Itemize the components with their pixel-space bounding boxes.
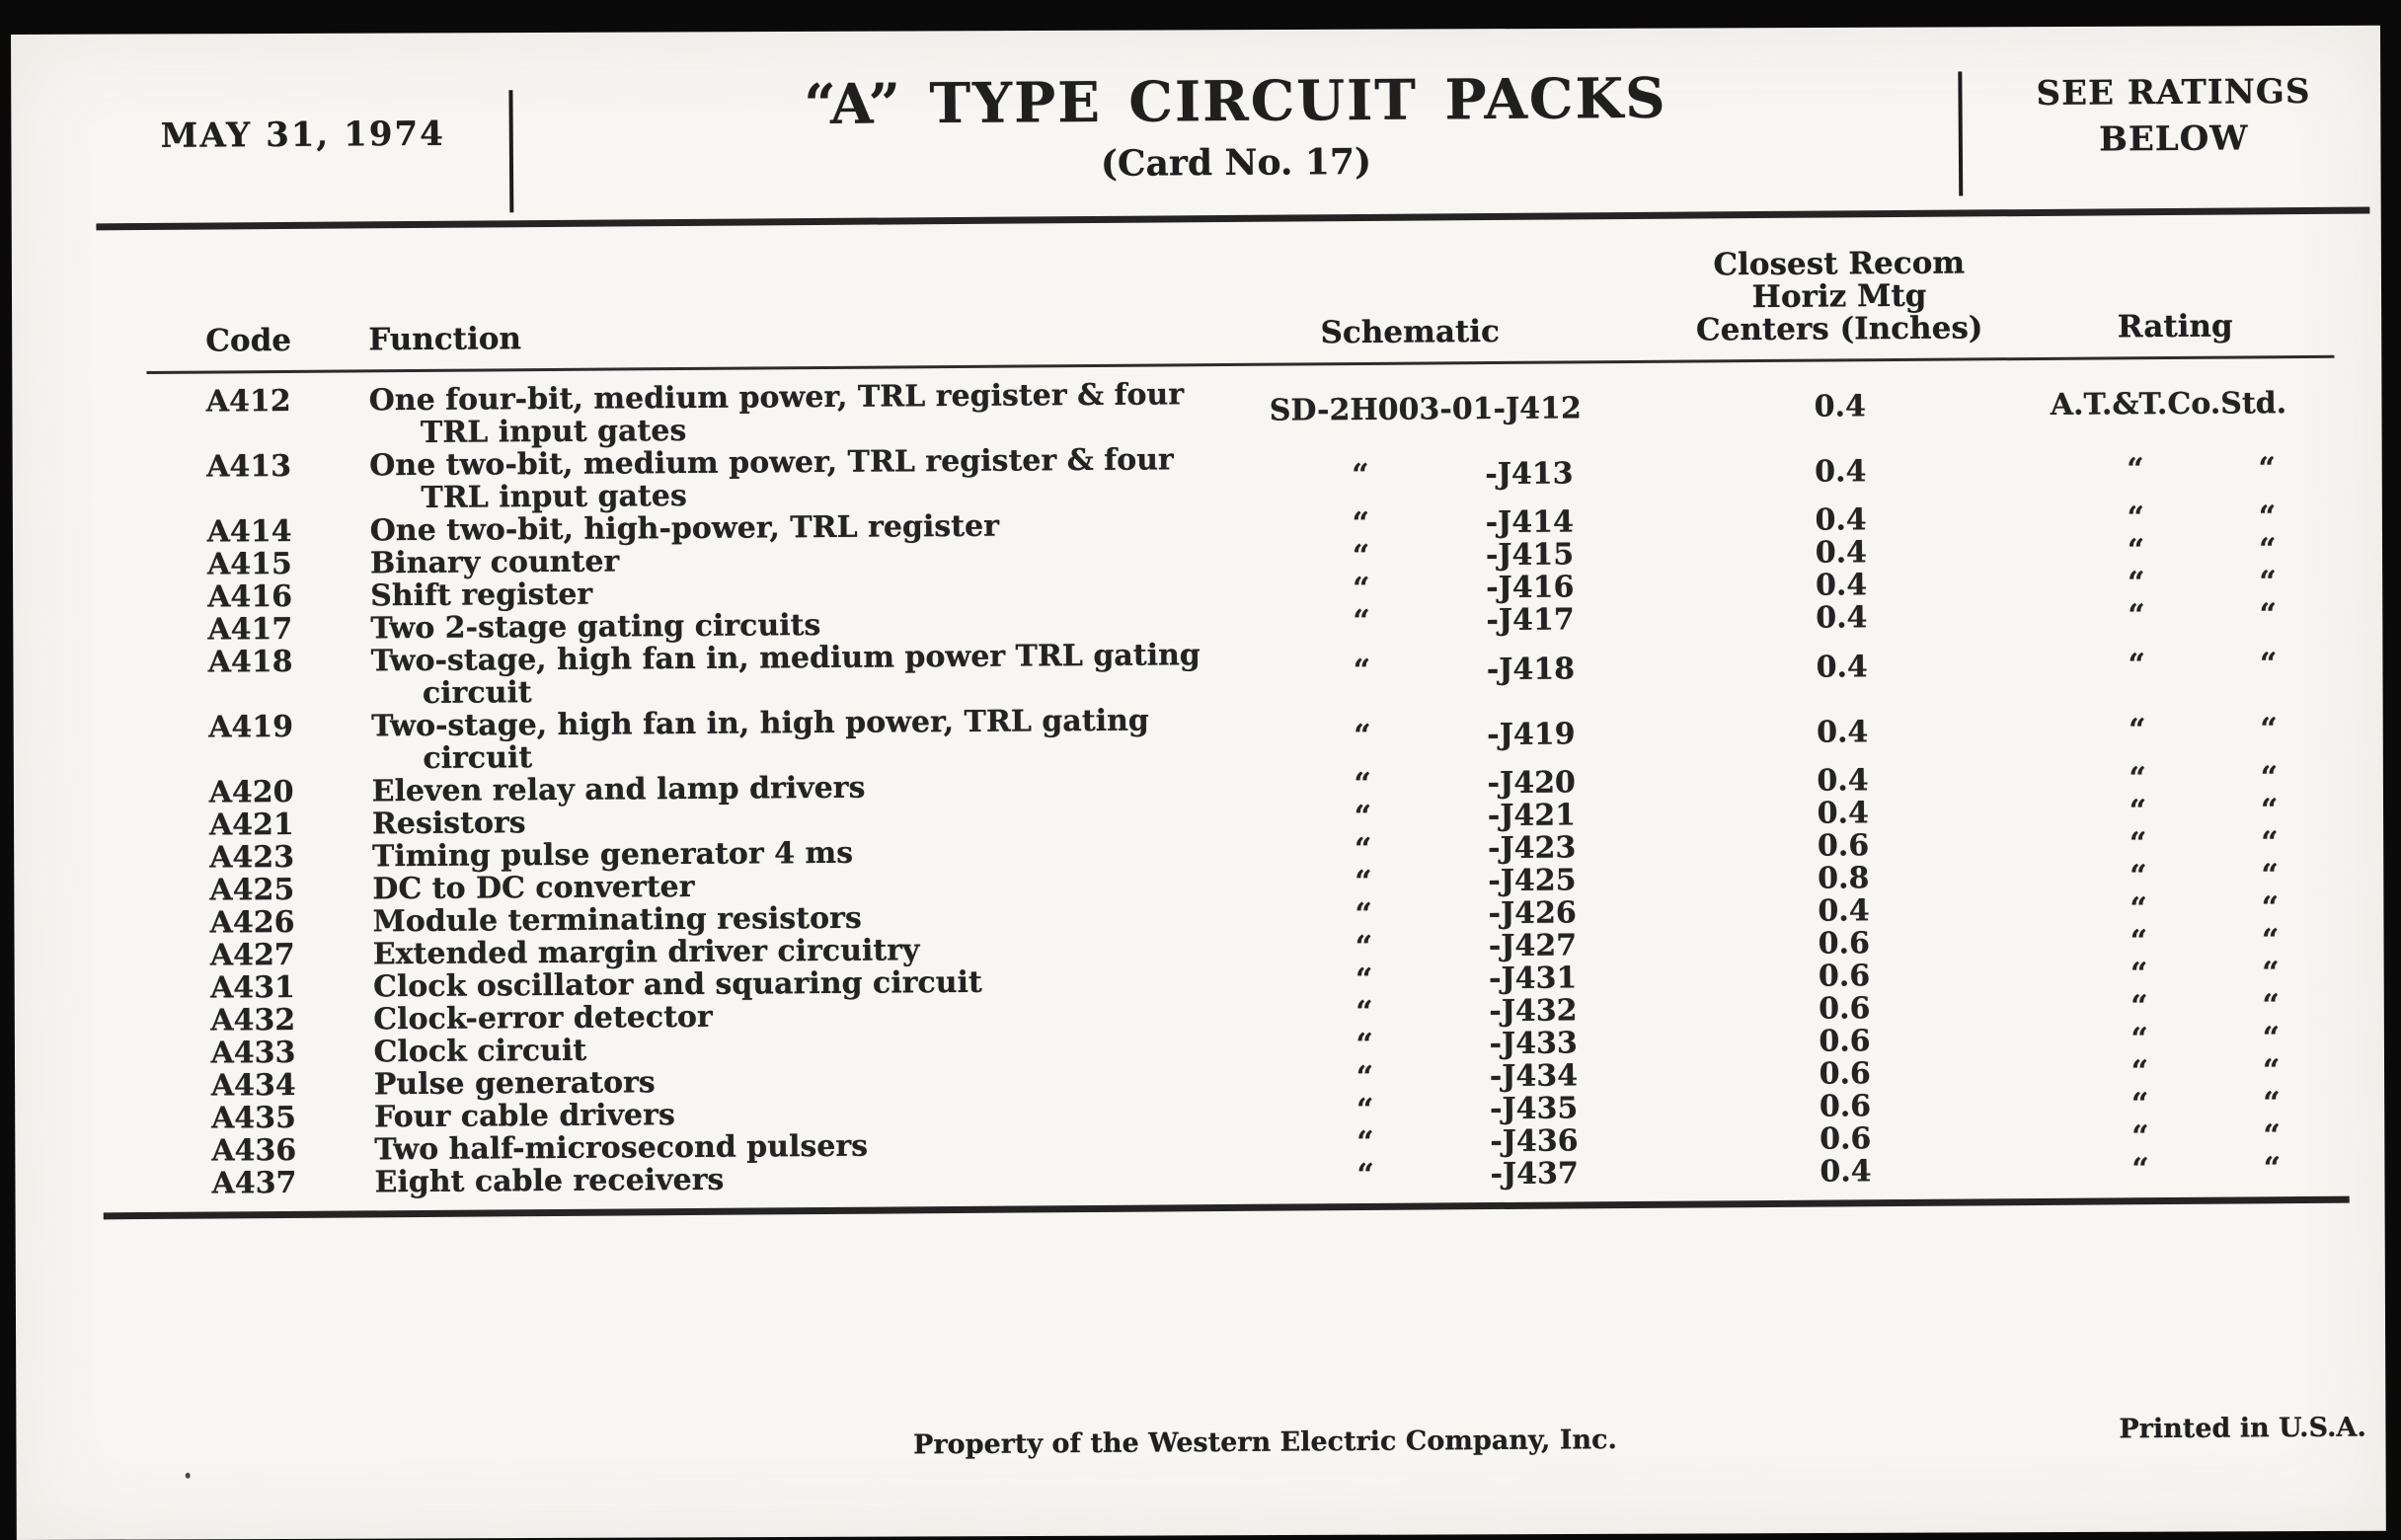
centers-cell: 0.6 xyxy=(1819,1056,1871,1092)
centers-cell: 0.4 xyxy=(1815,568,1868,603)
schematic-suffix: -J425 xyxy=(1488,863,1577,899)
code-cell: A431 xyxy=(209,969,296,1006)
function-cell: Four cable drivers xyxy=(373,1098,675,1135)
rating-cell xyxy=(2031,891,2337,926)
ditto-mark: “ xyxy=(2258,500,2277,535)
ditto-mark: “ xyxy=(2130,859,2147,894)
parts-table xyxy=(149,370,2340,1200)
schematic-cell xyxy=(1257,962,1657,997)
function-cell: Resistors xyxy=(371,806,526,842)
ditto-mark: “ xyxy=(2260,760,2279,796)
rating-cell xyxy=(2032,1022,2338,1056)
schematic-cell xyxy=(1253,440,1653,508)
ditto-mark: “ xyxy=(2260,793,2279,828)
ditto-mark: “ xyxy=(2127,533,2145,569)
schematic-cell xyxy=(1257,929,1657,964)
schematic-cell xyxy=(1254,505,1654,541)
column-headers xyxy=(13,219,2383,375)
table-bottom-rule xyxy=(104,1196,2350,1220)
ditto-mark: “ xyxy=(1355,896,1372,933)
ditto-mark: “ xyxy=(1355,929,1373,965)
ditto-mark: “ xyxy=(2127,500,2145,536)
schematic-cell xyxy=(1256,896,1656,932)
ditto-mark: “ xyxy=(2129,712,2146,747)
rating-cell xyxy=(2033,1119,2339,1154)
function-cell: Two 2-stage gating circuits xyxy=(370,608,821,647)
rating-value: A.T.&T.Co.Std. xyxy=(2050,385,2287,423)
ditto-mark: “ xyxy=(1354,799,1372,835)
rating-cell xyxy=(2030,696,2336,763)
rating-cell xyxy=(2029,598,2335,633)
schematic-cell xyxy=(1256,864,1656,899)
title-block xyxy=(761,67,1710,189)
code-cell: A435 xyxy=(210,1100,297,1136)
schematic-cell xyxy=(1258,1092,1658,1127)
schematic-cell xyxy=(1257,994,1657,1030)
ditto-mark: “ xyxy=(2262,1053,2281,1089)
date-stamp: MAY 31, 1974 xyxy=(160,114,445,156)
function-wrapped-line: TRL input gates xyxy=(420,413,687,450)
rating-cell xyxy=(2029,500,2335,535)
ditto-mark: “ xyxy=(2261,890,2280,926)
ditto-mark: “ xyxy=(1354,718,1371,753)
code-cell: A421 xyxy=(208,807,294,843)
schematic-suffix: -J417 xyxy=(1486,602,1575,639)
ditto-mark: “ xyxy=(2263,1086,2281,1121)
schematic-suffix: -J415 xyxy=(1485,537,1575,574)
rating-cell xyxy=(2033,1152,2339,1187)
rating-cell xyxy=(2031,794,2337,828)
ditto-mark: “ xyxy=(1355,1092,1374,1128)
page-subtitle: (Card No. 17) xyxy=(1100,140,1372,185)
code-cell: A437 xyxy=(211,1165,297,1201)
code-cell: A425 xyxy=(209,872,295,908)
ditto-mark: “ xyxy=(2261,923,2280,959)
ditto-mark: “ xyxy=(2260,711,2278,746)
function-cell: Two half-microsecond pulsers xyxy=(374,1128,869,1168)
ditto-mark: “ xyxy=(1352,505,1370,542)
rating-cell xyxy=(2032,957,2338,991)
schematic-cell xyxy=(1256,799,1656,834)
schematic-suffix: -J432 xyxy=(1489,993,1578,1030)
schematic-cell xyxy=(1255,636,1655,704)
code-cell: A417 xyxy=(207,611,293,648)
rating-cell xyxy=(2033,1054,2339,1089)
column-header-rating: Rating xyxy=(2117,308,2233,346)
ditto-mark: “ xyxy=(1355,864,1372,900)
ditto-mark: “ xyxy=(1355,1059,1374,1096)
centers-cell: 0.6 xyxy=(1819,991,1871,1027)
printed-note: Printed in U.S.A. xyxy=(2119,1412,2366,1445)
function-wrapped-line: circuit xyxy=(423,740,533,776)
ditto-mark: “ xyxy=(1353,653,1371,688)
ditto-mark: “ xyxy=(2262,988,2280,1024)
ditto-mark: “ xyxy=(2263,1118,2281,1154)
ditto-mark: “ xyxy=(1352,457,1369,493)
code-cell: A423 xyxy=(208,839,295,876)
schematic-suffix: -J416 xyxy=(1486,570,1575,606)
ditto-mark: “ xyxy=(2262,1021,2281,1056)
function-cell: DC to DC converter xyxy=(372,869,695,907)
ditto-mark: “ xyxy=(2259,532,2277,568)
centers-cell: 0.4 xyxy=(1815,535,1868,571)
code-cell: A420 xyxy=(208,774,294,810)
rating-cell xyxy=(2029,566,2335,600)
code-cell: A415 xyxy=(206,546,292,582)
ditto-mark: “ xyxy=(2259,597,2278,633)
schematic-cell xyxy=(1257,1027,1657,1062)
ditto-mark: “ xyxy=(2258,450,2276,486)
rating-cell xyxy=(2031,859,2337,893)
function-cell: Eleven relay and lamp drivers xyxy=(371,770,866,809)
centers-cell: 0.4 xyxy=(1814,388,1867,424)
code-cell: A427 xyxy=(209,937,295,973)
rating-cell xyxy=(2030,761,2336,796)
ditto-mark: “ xyxy=(2130,989,2148,1025)
centers-cell: 0.4 xyxy=(1817,796,1870,831)
schematic-cell xyxy=(1258,1059,1658,1095)
code-cell: A413 xyxy=(206,448,292,485)
code-cell: A434 xyxy=(210,1067,296,1104)
rating-cell xyxy=(2032,989,2338,1024)
page-title: “A” TYPE CIRCUIT PACKS xyxy=(804,65,1667,138)
ditto-mark: “ xyxy=(1353,571,1370,607)
code-cell: A419 xyxy=(208,709,294,745)
schematic-suffix: -J423 xyxy=(1487,830,1577,867)
centers-cell: 0.8 xyxy=(1818,861,1870,896)
ditto-mark: “ xyxy=(2127,451,2144,487)
centers-cell: 0.6 xyxy=(1818,926,1871,962)
schematic-suffix: -J434 xyxy=(1489,1058,1579,1095)
schematic-suffix: -J419 xyxy=(1487,716,1576,752)
ditto-mark: “ xyxy=(2130,891,2147,927)
code-cell: A414 xyxy=(206,513,292,550)
column-header-centers-line2: Horiz Mtg xyxy=(1751,277,1927,316)
schematic-cell xyxy=(1258,1124,1658,1160)
rating-cell xyxy=(2032,924,2338,959)
property-note: Property of the Western Electric Company, Inc. xyxy=(912,1424,1617,1461)
rating-cell xyxy=(2031,826,2337,861)
centers-cell: 0.6 xyxy=(1817,828,1870,864)
schematic-cell xyxy=(1254,538,1654,574)
centers-cell: 0.4 xyxy=(1815,502,1867,538)
table-body xyxy=(149,370,2340,1200)
column-header-centers-line1: Closest Recom xyxy=(1713,245,1966,283)
function-cell: Two-stage, high fan in, high power, TRL gating circuit xyxy=(356,704,1255,776)
function-cell: Pulse generators xyxy=(373,1065,656,1103)
column-header-function: Function xyxy=(368,321,522,358)
schematic-suffix: -J427 xyxy=(1488,928,1578,964)
rating-cell xyxy=(2029,533,2335,568)
ditto-mark: “ xyxy=(1355,1027,1373,1063)
centers-cell: 0.6 xyxy=(1819,1089,1872,1124)
schematic-cell xyxy=(1256,831,1656,867)
function-cell: Shift register xyxy=(370,577,593,614)
ratings-note-line1: SEE RATINGS xyxy=(2036,71,2311,114)
ratings-note-line2: BELOW xyxy=(2099,118,2249,160)
centers-cell: 0.6 xyxy=(1819,1024,1871,1059)
page-content xyxy=(11,17,2391,1540)
ditto-mark: “ xyxy=(2263,1151,2282,1187)
function-wrapped-line: circuit xyxy=(422,675,532,711)
column-header-centers-line3: Centers (Inches) xyxy=(1695,310,1983,348)
ditto-mark: “ xyxy=(1356,1157,1374,1194)
rating-cell xyxy=(2029,631,2335,698)
ditto-mark: “ xyxy=(2128,598,2145,634)
function-cell: Timing pulse generator 4 ms xyxy=(371,835,854,875)
function-cell: Module terminating resistors xyxy=(372,900,862,940)
masthead-divider-right xyxy=(1958,72,1963,196)
centers-cell: 0.4 xyxy=(1815,453,1867,490)
ditto-mark: “ xyxy=(1356,1124,1374,1161)
ditto-mark: “ xyxy=(2128,647,2146,682)
code-cell: A436 xyxy=(211,1132,297,1169)
ditto-mark: “ xyxy=(2131,1152,2149,1188)
function-cell: Binary counter xyxy=(369,544,620,581)
centers-cell: 0.6 xyxy=(1820,1121,1872,1157)
ditto-mark: “ xyxy=(2261,858,2279,893)
ditto-mark: “ xyxy=(2131,1119,2149,1155)
ditto-mark: “ xyxy=(1352,538,1370,575)
ditto-mark: “ xyxy=(1353,603,1370,640)
function-cell: Extended margin driver circuitry xyxy=(372,933,920,972)
code-cell: A418 xyxy=(207,644,293,680)
rating-cell xyxy=(2028,435,2334,502)
schematic-suffix: -J421 xyxy=(1487,798,1577,834)
ditto-mark: “ xyxy=(2129,826,2147,862)
centers-cell: 0.4 xyxy=(1817,763,1869,799)
ditto-mark: “ xyxy=(2261,825,2279,861)
code-cell: A426 xyxy=(209,904,295,941)
ditto-mark: “ xyxy=(2129,761,2146,797)
schematic-suffix: -J433 xyxy=(1489,1026,1578,1062)
rating-cell xyxy=(2033,1087,2339,1121)
function-cell: Clock oscillator and squaring circuit xyxy=(372,964,982,1005)
ditto-mark: “ xyxy=(1354,766,1371,803)
function-cell: One two-bit, high-power, TRL register xyxy=(369,508,1000,549)
column-header-centers xyxy=(1652,247,2028,347)
masthead-divider-left xyxy=(508,90,513,212)
ditto-mark: “ xyxy=(2259,646,2278,681)
centers-cell: 0.4 xyxy=(1816,649,1868,685)
scan-speck xyxy=(186,1473,191,1479)
schematic-cell xyxy=(1253,375,1653,443)
schematic-suffix: -J437 xyxy=(1490,1156,1579,1193)
ditto-mark: “ xyxy=(1355,962,1373,998)
schematic-suffix: -J431 xyxy=(1488,961,1578,997)
ratings-note xyxy=(1980,69,2366,165)
schematic-suffix: -J436 xyxy=(1490,1123,1579,1160)
column-header-code: Code xyxy=(205,322,292,359)
function-cell: One four-bit, medium power, TRL register & four TRL input gates xyxy=(354,378,1253,450)
function-cell: Eight cable receivers xyxy=(374,1162,725,1200)
schematic-number: SD-2H003-01-J412 xyxy=(1269,390,1582,428)
schematic-suffix: -J435 xyxy=(1489,1091,1579,1127)
ditto-mark: “ xyxy=(1354,831,1372,868)
schematic-cell xyxy=(1254,571,1654,606)
centers-cell: 0.4 xyxy=(1820,1154,1872,1190)
ditto-mark: “ xyxy=(2129,794,2147,829)
paper-page xyxy=(11,26,2386,1540)
schematic-suffix: -J414 xyxy=(1485,504,1575,541)
function-cell: Clock-error detector xyxy=(373,999,713,1038)
ditto-mark: “ xyxy=(2130,1054,2149,1090)
masthead xyxy=(11,17,2381,237)
schematic-suffix: -J418 xyxy=(1486,651,1576,687)
ditto-mark: “ xyxy=(2128,566,2145,601)
ditto-mark: “ xyxy=(2130,924,2148,960)
ditto-mark: “ xyxy=(2130,1022,2148,1057)
schematic-cell xyxy=(1255,766,1655,802)
function-cell: Two-stage, high fan in, medium power TRL gating circuit xyxy=(356,639,1255,711)
code-cell: A432 xyxy=(210,1002,296,1039)
schematic-cell xyxy=(1255,701,1655,769)
schematic-suffix: -J413 xyxy=(1485,455,1574,492)
rating-cell xyxy=(2028,370,2334,437)
schematic-cell xyxy=(1258,1157,1658,1193)
schematic-suffix: -J420 xyxy=(1487,765,1577,802)
schematic-cell xyxy=(1254,603,1654,639)
ditto-mark: “ xyxy=(2130,957,2148,992)
centers-cell: 0.4 xyxy=(1818,893,1870,929)
function-cell: Clock circuit xyxy=(373,1033,587,1070)
centers-cell: 0.6 xyxy=(1818,959,1871,994)
code-cell: A433 xyxy=(210,1035,296,1071)
ditto-mark: “ xyxy=(2259,565,2277,600)
centers-cell: 0.4 xyxy=(1816,714,1869,750)
schematic-suffix: -J426 xyxy=(1488,895,1577,932)
column-header-rule xyxy=(147,355,2335,374)
function-cell: One two-bit, medium power, TRL register & four TRL input gates xyxy=(354,443,1253,515)
ditto-mark: “ xyxy=(2130,1087,2149,1122)
ditto-mark: “ xyxy=(2262,956,2280,991)
code-cell: A416 xyxy=(207,578,293,615)
ditto-mark: “ xyxy=(1355,994,1373,1031)
function-wrapped-line: TRL input gates xyxy=(421,478,687,515)
code-cell: A412 xyxy=(205,383,291,420)
column-header-schematic: Schematic xyxy=(1320,313,1501,351)
centers-cell: 0.4 xyxy=(1816,600,1868,636)
